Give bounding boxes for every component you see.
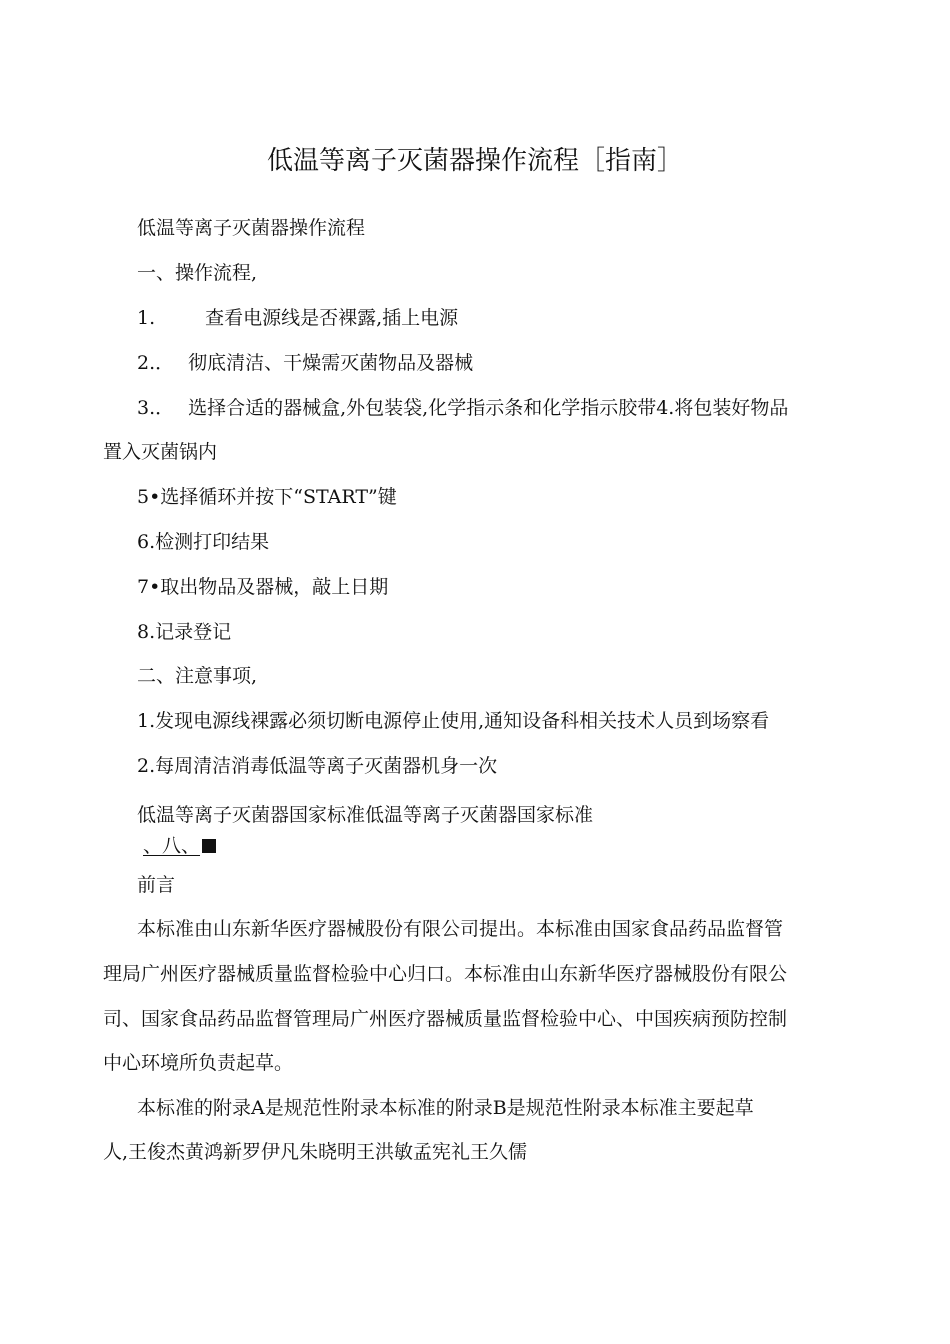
preface-line-1: 本标准由山东新华医疗器械股份有限公司提出。本标准由国家食品药品监督管 xyxy=(137,918,784,940)
step-8: 8.记录登记 xyxy=(137,621,232,643)
note-1: 1.发现电源线裸露必须切断电源停止使用,通知设备科相关技术人员到场察看 xyxy=(137,710,770,732)
step-number: 3.． xyxy=(137,397,175,419)
step-3-continuation: 置入灭菌锅内 xyxy=(103,441,218,463)
black-square-icon xyxy=(202,839,216,853)
step-7: 7•取出物品及器械，敲上日期 xyxy=(137,576,389,598)
step-number: 2.． xyxy=(137,352,175,374)
appendix-line-1: 本标准的附录A是规范性附录本标准的附录B是规范性附录本标准主要起草 xyxy=(137,1097,754,1119)
step-6: 6.检测打印结果 xyxy=(137,531,270,553)
standard-marker xyxy=(143,833,216,859)
standard-heading: 低温等离子灭菌器国家标准低温等离子灭菌器国家标准 xyxy=(137,804,594,826)
step-number: 1. xyxy=(137,307,156,329)
step-text: 查看电源线是否裸露,插上电源 xyxy=(205,307,459,329)
standard-marker-text: 、八、 xyxy=(143,835,201,857)
preface-line-4: 中心环境所负责起草。 xyxy=(103,1052,294,1074)
step-3 xyxy=(137,395,788,421)
document-title: 低温等离子灭菌器操作流程［指南］ xyxy=(266,146,683,176)
step-5: 5•选择循环并按下“START”键 xyxy=(137,486,397,508)
section-heading-notes: 二、注意事项, xyxy=(137,665,258,687)
preface-heading: 前言 xyxy=(137,874,176,896)
preface-line-3: 司、国家食品药品监督管理局广州医疗器械质量监督检验中心、中国疾病预防控制 xyxy=(103,1008,788,1030)
step-text: 彻底清洁、干燥需灭菌物品及器械 xyxy=(188,352,474,374)
subtitle: 低温等离子灭菌器操作流程 xyxy=(137,217,366,239)
preface-line-2: 理局广州医疗器械质量监督检验中心归口。本标准由山东新华医疗器械股份有限公 xyxy=(103,963,788,985)
appendix-line-2: 人,王俊杰黄鸿新罗伊凡朱晓明王洪敏孟宪礼王久儒 xyxy=(103,1141,528,1163)
step-text: 选择合适的器械盒,外包装袋,化学指示条和化学指示胶带4.将包装好物品 xyxy=(188,397,789,419)
note-2: 2.每周清洁消毒低温等离子灭菌器机身一次 xyxy=(137,755,498,777)
step-2 xyxy=(137,350,473,376)
step-1 xyxy=(137,305,458,331)
section-heading-procedure: 一、操作流程, xyxy=(137,262,258,284)
